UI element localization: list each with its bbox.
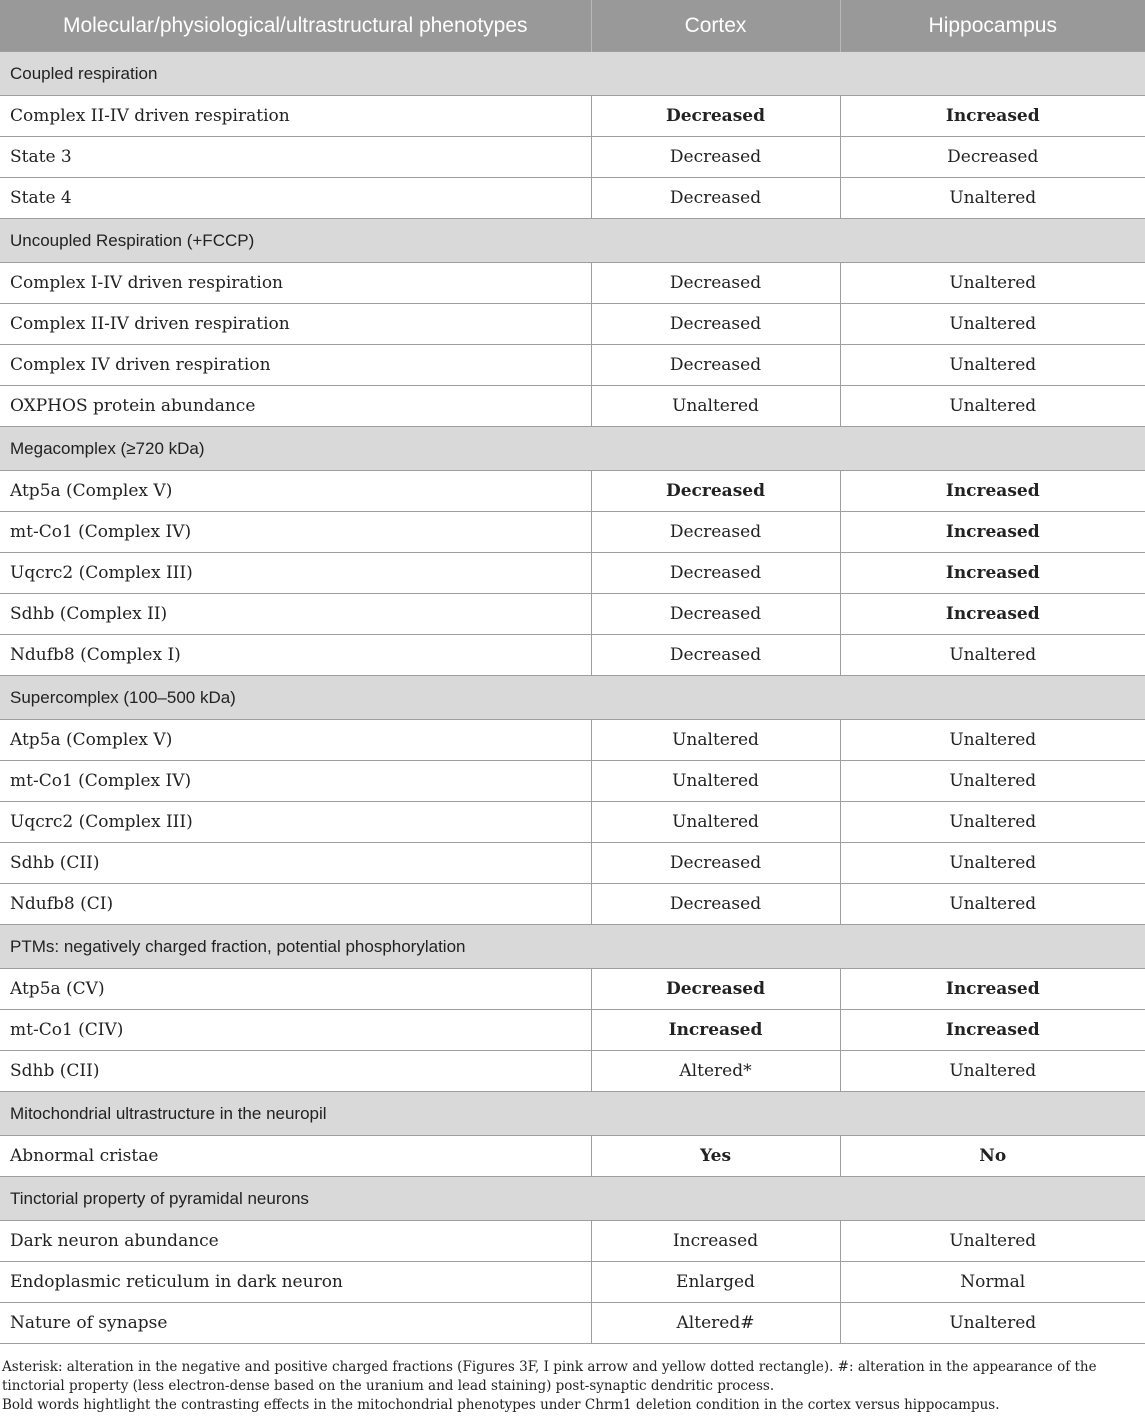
cortex-value: Unaltered (591, 802, 840, 843)
section-title: PTMs: negatively charged fraction, potential phosphorylation (0, 925, 1145, 969)
section-row (0, 1177, 1145, 1221)
table-row (0, 471, 1145, 512)
table-row (0, 802, 1145, 843)
section-title: Supercomplex (100–500 kDa) (0, 676, 1145, 720)
hippocampus-value: Unaltered (840, 1303, 1145, 1344)
phenotype-label: Dark neuron abundance (0, 1221, 591, 1262)
phenotype-label: Atp5a (Complex V) (0, 471, 591, 512)
table-row (0, 1051, 1145, 1092)
hippocampus-value: Normal (840, 1262, 1145, 1303)
table-row (0, 843, 1145, 884)
cortex-value: Unaltered (591, 720, 840, 761)
phenotype-label: Complex I-IV driven respiration (0, 263, 591, 304)
hippocampus-value: Increased (840, 1010, 1145, 1051)
phenotype-label: Ndufb8 (CI) (0, 884, 591, 925)
cortex-value: Decreased (591, 178, 840, 219)
table-row (0, 594, 1145, 635)
hippocampus-value: Unaltered (840, 304, 1145, 345)
section-row (0, 219, 1145, 263)
phenotype-label: mt-Co1 (Complex IV) (0, 761, 591, 802)
cortex-value: Decreased (591, 96, 840, 137)
hippocampus-value: Unaltered (840, 345, 1145, 386)
phenotype-label: Nature of synapse (0, 1303, 591, 1344)
table-row (0, 345, 1145, 386)
table-row (0, 1136, 1145, 1177)
hippocampus-value: Increased (840, 512, 1145, 553)
cortex-value: Enlarged (591, 1262, 840, 1303)
cortex-value: Decreased (591, 137, 840, 178)
section-row (0, 925, 1145, 969)
header-phenotypes: Molecular/physiological/ultrastructural phenotypes (0, 0, 591, 52)
phenotype-label: Atp5a (Complex V) (0, 720, 591, 761)
hippocampus-value: Unaltered (840, 635, 1145, 676)
hippocampus-value: Unaltered (840, 1051, 1145, 1092)
phenotype-label: State 3 (0, 137, 591, 178)
section-title: Tinctorial property of pyramidal neurons (0, 1177, 1145, 1221)
hippocampus-value: Unaltered (840, 761, 1145, 802)
phenotype-label: mt-Co1 (CIV) (0, 1010, 591, 1051)
footnote-asterisk: Asterisk: alteration in the negative and positive charged fractions (Figures 3F, I pink arrow and yellow dotted rectangle). #: alteration in the appearance of the tinctorial property (less electron-dense based on the uranium and lead staining) post-synaptic dendritic process. (2, 1359, 1097, 1394)
phenotype-label: OXPHOS protein abundance (0, 386, 591, 427)
hippocampus-value: No (840, 1136, 1145, 1177)
cortex-value: Decreased (591, 512, 840, 553)
table-row (0, 635, 1145, 676)
cortex-value: Increased (591, 1221, 840, 1262)
phenotype-label: Atp5a (CV) (0, 969, 591, 1010)
phenotype-label: Abnormal cristae (0, 1136, 591, 1177)
header-hippocampus: Hippocampus (840, 0, 1145, 52)
cortex-value: Decreased (591, 345, 840, 386)
header-row (0, 0, 1145, 52)
hippocampus-value: Increased (840, 471, 1145, 512)
table-row (0, 553, 1145, 594)
table-header (0, 0, 1145, 52)
hippocampus-value: Unaltered (840, 263, 1145, 304)
hippocampus-value: Increased (840, 553, 1145, 594)
table-row (0, 1303, 1145, 1344)
section-title: Uncoupled Respiration (+FCCP) (0, 219, 1145, 263)
table-row (0, 304, 1145, 345)
cortex-value: Decreased (591, 884, 840, 925)
table-row (0, 1221, 1145, 1262)
phenotype-label: Uqcrc2 (Complex III) (0, 553, 591, 594)
table-row (0, 884, 1145, 925)
table-row (0, 761, 1145, 802)
table-row (0, 96, 1145, 137)
table-row (0, 1262, 1145, 1303)
phenotype-label: Sdhb (CII) (0, 1051, 591, 1092)
cortex-value: Altered# (591, 1303, 840, 1344)
table-row (0, 720, 1145, 761)
hippocampus-value: Unaltered (840, 386, 1145, 427)
header-cortex: Cortex (591, 0, 840, 52)
table-footnotes (2, 1358, 1142, 1415)
phenotype-label: mt-Co1 (Complex IV) (0, 512, 591, 553)
phenotype-label: Complex II-IV driven respiration (0, 96, 591, 137)
cortex-value: Decreased (591, 263, 840, 304)
hippocampus-value: Unaltered (840, 1221, 1145, 1262)
cortex-value: Decreased (591, 304, 840, 345)
cortex-value: Unaltered (591, 386, 840, 427)
hippocampus-value: Unaltered (840, 720, 1145, 761)
hippocampus-value: Decreased (840, 137, 1145, 178)
table-body (0, 52, 1145, 1344)
hippocampus-value: Increased (840, 594, 1145, 635)
table-row (0, 178, 1145, 219)
phenotype-label: Ndufb8 (Complex I) (0, 635, 591, 676)
table-row (0, 512, 1145, 553)
phenotype-label: State 4 (0, 178, 591, 219)
table-row (0, 386, 1145, 427)
cortex-value: Decreased (591, 553, 840, 594)
hippocampus-value: Unaltered (840, 802, 1145, 843)
cortex-value: Increased (591, 1010, 840, 1051)
phenotype-label: Uqcrc2 (Complex III) (0, 802, 591, 843)
section-title: Mitochondrial ultrastructure in the neuropil (0, 1092, 1145, 1136)
table-row (0, 263, 1145, 304)
hippocampus-value: Unaltered (840, 884, 1145, 925)
cortex-value: Yes (591, 1136, 840, 1177)
section-title: Coupled respiration (0, 52, 1145, 96)
section-row (0, 427, 1145, 471)
table-row (0, 137, 1145, 178)
hippocampus-value: Increased (840, 969, 1145, 1010)
cortex-value: Unaltered (591, 761, 840, 802)
phenotype-label: Sdhb (Complex II) (0, 594, 591, 635)
phenotype-label: Sdhb (CII) (0, 843, 591, 884)
section-title: Megacomplex (≥720 kDa) (0, 427, 1145, 471)
cortex-value: Altered* (591, 1051, 840, 1092)
hippocampus-value: Unaltered (840, 178, 1145, 219)
table-row (0, 1010, 1145, 1051)
hippocampus-value: Increased (840, 96, 1145, 137)
phenotype-label: Complex IV driven respiration (0, 345, 591, 386)
table-row (0, 969, 1145, 1010)
section-row (0, 52, 1145, 96)
cortex-value: Decreased (591, 635, 840, 676)
phenotype-label: Complex II-IV driven respiration (0, 304, 591, 345)
cortex-value: Decreased (591, 471, 840, 512)
cortex-value: Decreased (591, 843, 840, 884)
section-row (0, 1092, 1145, 1136)
section-row (0, 676, 1145, 720)
phenotype-label: Endoplasmic reticulum in dark neuron (0, 1262, 591, 1303)
cortex-value: Decreased (591, 594, 840, 635)
footnote-bold: Bold words hightlight the contrasting effects in the mitochondrial phenotypes under Chrm1 deletion condition in the cortex versus hippocampus. (2, 1397, 1000, 1413)
hippocampus-value: Unaltered (840, 843, 1145, 884)
cortex-value: Decreased (591, 969, 840, 1010)
